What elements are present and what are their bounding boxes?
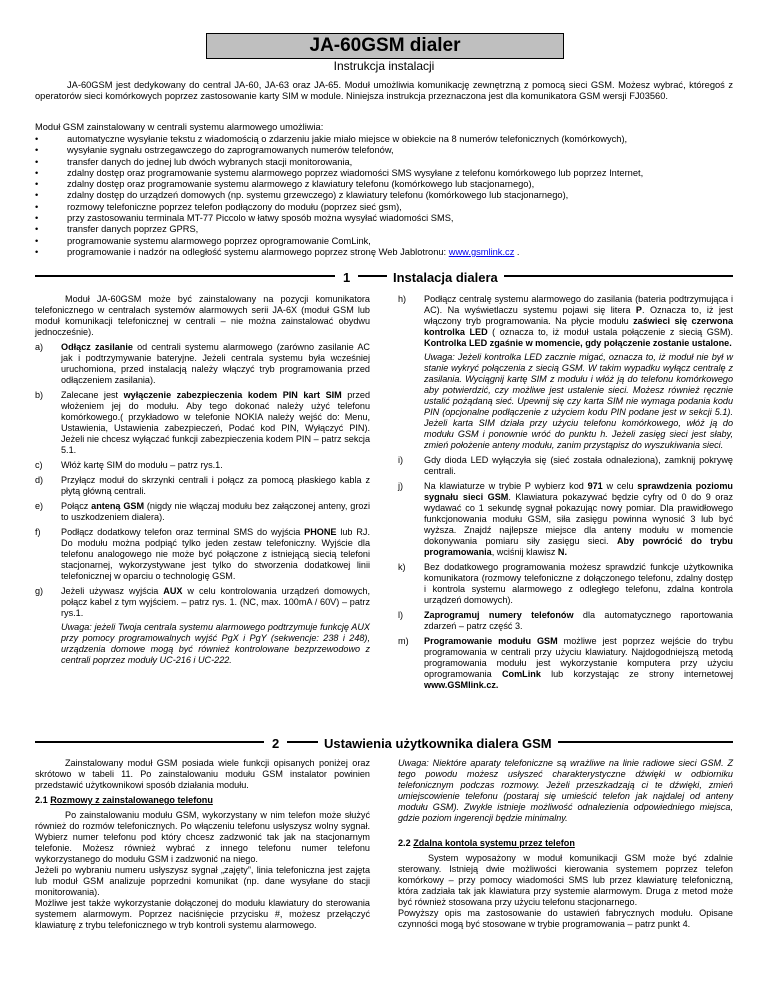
phone-interference-note: Uwaga: Niektóre aparaty telefoniczne są wrażliwe na linie radiowe sieci GSM. Z tego powodu możesz usłyszeć charakterystyczne dźwięki w odbiorniku telefonicznym podczas rozmowy. Jeżeli przeszkadzają ci te dźwięki, zmień umiejscowienie telefonu (postaraj się umieścić telefon jak najdalej od anteny modułu GSM). Zwykle istnieje możliwość odnalezienia odpowiedniego miejsca, gdzie poziom ingerencji będzie minimalny. — [398, 758, 733, 823]
document-title: JA-60GSM dialer — [206, 33, 564, 59]
list-item: • transfer danych poprzez GPRS, — [35, 224, 735, 235]
list-item: e) Połącz anteną GSM (nigdy nie włączaj modułu bez załączonej anteny, grozi to uszkodzeniem dialera). — [35, 501, 370, 522]
section-1-heading — [35, 272, 733, 286]
intro-paragraph: JA-60GSM jest dedykowany do central JA-60, JA-63 oraz JA-65. Moduł umożliwia komunikację zewnętrzną z pomocą sieci GSM. Możesz wybrać, któregoś z operatorów sieci komórkowych poprzez zastosowanie karty SIM w module. Niniejsza instrukcja przeznaczona jest dla komunikatora GSM wersji FJ03560. — [35, 80, 733, 102]
list-item: f) Podłącz dodatkowy telefon oraz terminal SMS do wyjścia PHONE lub RJ. Do modułu można podpiąć tylko jeden zestaw telefoniczny. Wyjście dla telefonu analogowego nie może być połączone z istniejącą siecią telefoni stacjonarnej, wykorzystywane jest tylko do stworzenia dodatkowej linii telefonicznej w oparciu o technologię GSM. — [35, 527, 370, 581]
subsection-2-2-paragraph: Powyższy opis ma zastosowanie do ustawień fabrycznych modułu. Opisane czynności mogą być stosowane w trybie programowania – patrz punkt 4. — [398, 908, 733, 929]
capabilities-heading: Moduł GSM zainstalowany w centrali systemu alarmowego umożliwia: — [35, 122, 324, 132]
section-rule — [35, 275, 733, 277]
subsection-2-2-paragraph: System wyposażony w moduł komunikacji GSM może być zdalnie sterowany. Istnieją dwie możliwości kierowania systemem poprzez telefon komórkowy – przy pomocy wiadomości SMS lub przez klawiaturę telefoniczną, która zadziała tak jak klawiatura przy systemie alarmowym. Druga z metod może być również stosowana przy użyciu telefonu stacjonarnego. — [398, 853, 733, 907]
install-steps-right — [398, 294, 733, 691]
list-item-text: programowanie i nadzór na odległość systemu alarmowego poprzez stronę Web Jablotronu: — [67, 246, 449, 257]
list-item: • wysyłanie sygnału ostrzegawczego do zaprogramowanych numerów telefonów, — [35, 145, 735, 156]
install-steps-left — [35, 342, 370, 666]
list-item: k) Bez dodatkowego programowania możesz sprawdzić funkcje użytkownika komunikatora (rozmowy telefoniczne z dołączonego telefonu, zdalny dostęp i kontrola systemu alarmowego z odległego telefonu, zdalna kontrola urządzeń domowych). — [398, 562, 733, 605]
section-1-left-column — [35, 294, 370, 670]
capabilities-list — [35, 134, 735, 258]
section-1-number: 1 — [335, 270, 358, 285]
list-item: h) Podłącz centralę systemu alarmowego do zasilania (bateria podtrzymująca i AC). Na wyświetlaczu systemu pojawi się litera P. Oznacza to, iż jest włączony tryb programowania. Na płycie modułu zaświeci się czerwona kontrolka LED ( oznacza to, iż moduł ustala połączenie z siecią GSM). Kontrolka LED zgaśnie w momencie, gdy połączenie zostanie ustalone. Uwaga: Jeżeli kontrolka LED zacznie migać, oznacza to, iż moduł nie był w stanie wykryć połączenia z siecią GSM. W takim wypadku wyłącz centralę z zasilania. Wyciągnij kartę SIM z modułu i włóż ją do telefonu komórkowego aby potwierdzić, czy możliwe jest ustalenie sieci. Możesz również ręcznie ustalić pożądaną sieć. Upewnij się czy karta SIM nie wymaga podania kodu PIN (opcjonalne podłączenie z użyciem kodu PIN podane jest w sekcji 5.1). Jeżeli karta SIM działa przy użyciu telefonu komórkowego, włóż ją do modułu GSM i ponownie wróć do punktu h. Jeżeli zasięg sieci jest słaby, zmień położenie anteny modułu, zanim przystąpisz do wyszukiwania sieci. — [398, 294, 733, 450]
section-1-right-column — [398, 294, 733, 695]
list-item: • programowanie systemu alarmowego poprzez oprogramowanie ComLink, — [35, 236, 735, 247]
aux-note: Uwaga: jeżeli Twoja centrala systemu alarmowego podtrzymuje funkcję AUX przy pomocy programowalnych wyjść PgX i PgY (sekwencje: 238 i 248), urządzenia domowe mogą być również kontrolowane bezprzewodowo z centrali poprzez moduły UC-216 i UC-222. — [61, 622, 370, 665]
list-item: • zdalny dostęp do urządzeń domowych (np. systemu grzewczego) z klawiatury telefonu (komórkowego lub stacjonarnego), — [35, 190, 735, 201]
section-2-lead: Zainstalowany moduł GSM posiada wiele funkcji opisanych poniżej oraz skrótowo w tabeli 11. Po zainstalowaniu modułu GSM instalator powinien przedstawić użytkownikowi sposób działania modułu. — [35, 758, 370, 790]
gsmlink-link[interactable]: www.gsmlink.cz — [448, 246, 515, 257]
document-subtitle: Instrukcja instalacji — [333, 59, 435, 73]
list-item: • zdalny dostęp oraz programowanie systemu alarmowego z klawiatury telefonu (komórkowego lub stacjonarnego), — [35, 179, 735, 190]
list-item: a) Odłącz zasilanie od centrali systemu alarmowego (zarówno zasilanie AC jak i podtrzymywanie bateryjne. Jeżeli centrala systemu była wcześniej uruchomiona, przed instalacją należy włączyć tryb programowania przed odłączeniem zasilania). — [35, 342, 370, 385]
subsection-2-1-paragraph: Jeżeli po wybraniu numeru usłyszysz sygnał „zajęty”, linia telefoniczna jest zajęta lub moduł GSM analizuje poprzedni komunikat (np. dane wysyłane do stacji monitorowania). — [35, 865, 370, 897]
list-item: • automatyczne wysyłanie tekstu z wiadomością o zdarzeniu jakie miało miejsce w obiekcie na 8 numerów telefonicznych (komórkowych), — [35, 134, 735, 145]
list-item: • zdalny dostęp oraz programowanie systemu alarmowego poprzez wiadomości SMS wysyłane z telefonu komórkowego lub poprzez Internet, — [35, 168, 735, 179]
section-2-heading — [35, 738, 733, 752]
list-item: g) Jeżeli używasz wyjścia AUX w celu kontrolowania urządzeń domowych, połącz kabel z tym wyjściem. – patrz rys. 1. (NC, max. 100mA / 60V) – patrz rys.1. Uwaga: jeżeli Twoja centrala systemu alarmowego podtrzymuje funkcję AUX przy pomocy programowalnych wyjść PgX i PgY (sekwencje: 238 i 248), urządzenia domowe mogą być również kontrolowane bezprzewodowo z centrali poprzez moduły UC-216 i UC-222. — [35, 586, 370, 665]
list-item: b) Zalecane jest wyłączenie zabezpieczenia kodem PIN kart SIM przed włożeniem jej do modułu. Aby tego dokonać należy użyć telefonu komórkowego.( przykładowo w telefonie NOKIA należy wejść do: Menu, Ustawienia, Ustawienia zabezpieczeń, Podać kod PIN, Wyłączyć PIN). Jeżeli nie chcesz wyłączać funkcji zabezpieczenia kodem PIN – patrz sekcja 5.1. — [35, 390, 370, 455]
list-item: l) Zaprogramuj numery telefonów dla automatycznego raportowania zdarzeń – patrz część 3. — [398, 610, 733, 631]
section-2-number: 2 — [264, 736, 287, 751]
list-item — [35, 247, 735, 258]
section-1-title: Instalacja dialera — [387, 270, 504, 285]
subsection-2-1-heading: 2.1 Rozmowy z zainstalowanego telefonu — [35, 795, 213, 805]
subsection-2-2-heading: 2.2 Zdalna kontola systemu przez telefon — [398, 838, 575, 848]
list-item-suffix: . — [514, 246, 520, 257]
list-item: i) Gdy dioda LED wyłączyła się (sieć została odnaleziona), zamknij pokrywę centrali. — [398, 455, 733, 476]
list-item: j) Na klawiaturze w trybie P wybierz kod 971 w celu sprawdzenia poziomu sygnału sieci GSM. Klawiatura pokazywać będzie cyfry od 0 do 9 oraz wydawać co 1 sekundę sygnał pokazując nowy pomiar. Dla prawidłowego funkcjonowania modułu GSM, siła zasięgu powinna wynosić 3 lub być wyższa. Znajdź najlepsze miejsce dla anteny modułu w momencie dokonywania pomiaru siły zasięgu sieci. Aby powrócić do trybu programowania, wciśnij klawisz N. — [398, 481, 733, 557]
list-item: • przy zastosowaniu terminala MT-77 Piccolo w łatwy sposób można wysyłać wiadomości SMS, — [35, 213, 735, 224]
section-2-right-column — [398, 758, 733, 934]
list-item: c) Włóż kartę SIM do modułu – patrz rys.1. — [35, 460, 223, 470]
section-2-title: Ustawienia użytkownika dialera GSM — [318, 736, 558, 751]
led-note: Uwaga: Jeżeli kontrolka LED zacznie migać, oznacza to, iż moduł nie był w stanie wykryć połączenia z siecią GSM. W takim wypadku wyłącz centralę z zasilania. Wyciągnij kartę SIM z modułu i włóż ją do telefonu komórkowego aby potwierdzić, czy możliwe jest ustalenie sieci. Możesz również ręcznie ustalić pożądaną sieć. Upewnij się czy karta SIM nie wymaga podania kodu PIN (opcjonalne podłączenie z użyciem kodu PIN podane jest w sekcji 5.1). Jeżeli karta SIM działa przy użyciu telefonu komórkowego, włóż ją do modułu GSM i ponownie wróć do punktu h. Jeżeli zasięg sieci jest słaby, zmień położenie anteny modułu, zanim przystąpisz do wyszukiwania sieci. — [424, 352, 733, 450]
section-2-left-column — [35, 758, 370, 935]
section-1-lead: Moduł JA-60GSM może być zainstalowany na pozycji komunikatora telefonicznego w centralach systemów alarmowych serii JA-6X (moduł GSM lub moduł komunikacji telefonicznej w centrali – nie można zainstalować obydwu jednocześnie). — [35, 294, 370, 337]
list-item: d) Przyłącz moduł do skrzynki centrali i połącz za pomocą płaskiego kabla z płytą główną centrali. — [35, 475, 370, 496]
subsection-2-1-paragraph: Po zainstalowaniu modułu GSM, wykorzystany w nim telefon może służyć również do rozmów telefonicznych. Po włączeniu telefonu usłyszysz wolny sygnał. Wybierz numer telefonu pod który chcesz zadzwonić tak jak na stacjonarnym telefonie. Możesz również wybrać z innego telefonu numer telefonu wykorzystanego do modułu GSM i zadzwonić na niego. — [35, 810, 370, 864]
subsection-2-1-paragraph: Możliwe jest także wykorzystanie dołączonej do modułu klawiatury do sterowania systemem alarmowym. Poprzez naciśnięcie przycisku #, możesz przełączyć klawiaturę z trybu telefonicznego w tryb kontroli systemu alarmowego. — [35, 898, 370, 930]
list-item: • rozmowy telefoniczne poprzez telefon podłączony do modułu (poprzez sieć gsm), — [35, 202, 735, 213]
list-item: m) Programowanie modułu GSM możliwe jest poprzez wejście do trybu programowania w centrali przy użyciu klawiatury. Najdogodniejszą metodą programowania modułu jest wykorzystanie komputera przy użyciu oprogramowania ComLink lub korzystając ze strony internetowej www.GSMlink.cz. — [398, 636, 734, 690]
list-item: • transfer danych do jednej lub dwóch wybranych stacji monitorowania, — [35, 157, 735, 168]
